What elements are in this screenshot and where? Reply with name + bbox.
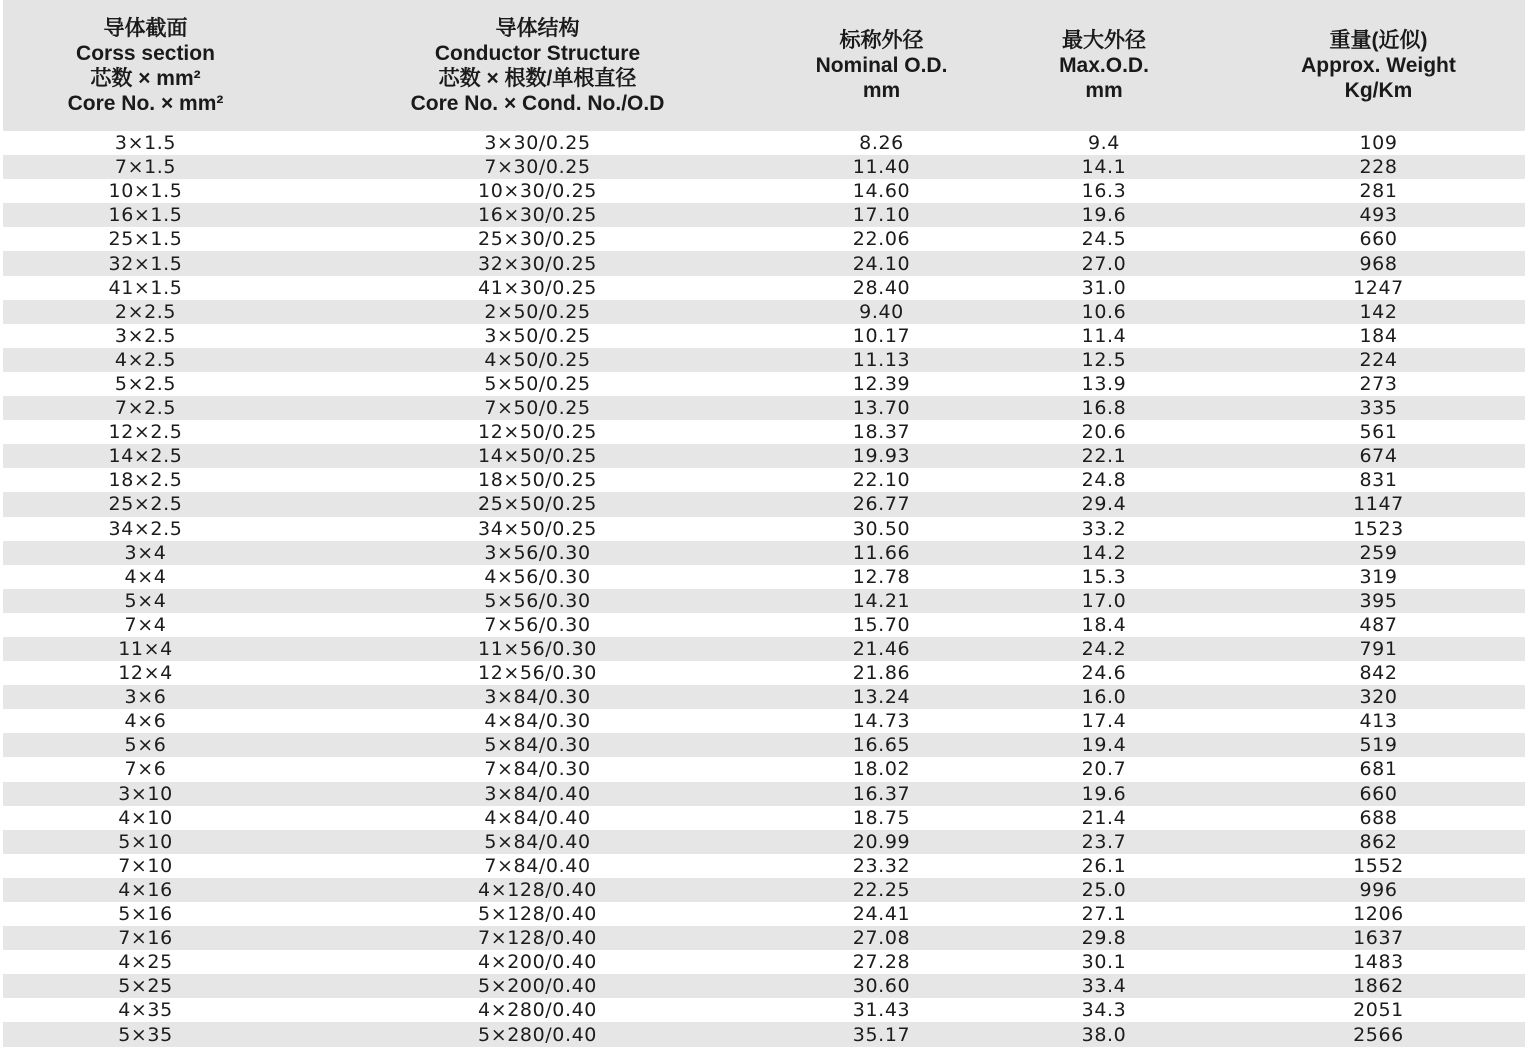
header-line: Corss section — [76, 41, 215, 65]
table-row — [3, 998, 1525, 1022]
cross-section-cell: 3×2.5 — [114, 324, 177, 347]
header-conductor-structure — [288, 0, 787, 131]
max-od-cell: 24.5 — [1081, 228, 1127, 251]
conductor-structure-cell: 32×30/0.25 — [478, 252, 597, 275]
conductor-structure-cell: 4×84/0.40 — [484, 806, 591, 829]
table-row — [3, 733, 1525, 757]
conductor-structure-cell: 5×84/0.40 — [484, 830, 591, 853]
nominal-od-cell: 23.32 — [852, 854, 911, 877]
nominal-od-cell: 20.99 — [852, 830, 911, 853]
conductor-structure-cell: 41×30/0.25 — [478, 276, 597, 299]
conductor-structure-cell: 12×56/0.30 — [478, 662, 597, 685]
cross-section-cell: 32×1.5 — [108, 252, 183, 275]
table-body — [3, 131, 1525, 1047]
weight-cell: 319 — [1359, 565, 1398, 588]
nominal-od-cell: 10.17 — [852, 324, 911, 347]
max-od-cell: 38.0 — [1081, 1023, 1127, 1046]
max-od-cell: 11.4 — [1081, 324, 1127, 347]
header-line: Max.O.D. — [1059, 54, 1149, 77]
header-line: mm — [862, 79, 901, 102]
nominal-od-cell: 22.06 — [852, 228, 911, 251]
weight-cell: 335 — [1359, 397, 1398, 420]
nominal-od-cell: 12.39 — [852, 372, 911, 395]
cross-section-cell: 4×2.5 — [114, 348, 177, 371]
weight-cell: 1247 — [1353, 276, 1404, 299]
max-od-cell: 30.1 — [1081, 951, 1127, 974]
max-od-cell: 33.2 — [1081, 517, 1127, 540]
table-row — [3, 757, 1525, 781]
conductor-structure-cell: 5×84/0.30 — [484, 734, 591, 757]
table-row — [3, 661, 1525, 685]
header-nominal-od — [787, 0, 976, 131]
weight-cell: 413 — [1359, 710, 1398, 733]
header-line: 导体截面 — [103, 16, 188, 40]
conductor-structure-cell: 11×56/0.30 — [478, 638, 597, 661]
table-row — [3, 492, 1525, 516]
nominal-od-cell: 18.75 — [852, 806, 911, 829]
max-od-cell: 19.6 — [1081, 204, 1127, 227]
max-od-cell: 16.8 — [1081, 397, 1127, 420]
header-line: mm — [1085, 79, 1123, 102]
conductor-structure-cell: 2×50/0.25 — [484, 300, 591, 323]
nominal-od-cell: 27.08 — [852, 927, 911, 950]
cross-section-cell: 5×4 — [124, 589, 167, 612]
nominal-od-cell: 28.40 — [852, 276, 911, 299]
max-od-cell: 29.4 — [1081, 493, 1127, 516]
nominal-od-cell: 8.26 — [859, 132, 904, 155]
header-line: Core No. × Cond. No./O.D — [410, 91, 665, 115]
nominal-od-cell: 9.40 — [859, 300, 904, 323]
conductor-structure-cell: 3×84/0.40 — [484, 782, 591, 805]
table-row — [3, 517, 1525, 541]
header-approx-weight — [1232, 0, 1525, 131]
cable-spec-table — [3, 0, 1525, 1047]
max-od-cell: 27.0 — [1081, 252, 1127, 275]
table-row — [3, 926, 1525, 950]
nominal-od-cell: 16.37 — [852, 782, 911, 805]
cross-section-cell: 12×4 — [118, 662, 173, 685]
table-header — [3, 0, 1525, 131]
nominal-od-cell: 27.28 — [852, 951, 911, 974]
weight-cell: 224 — [1359, 348, 1398, 371]
weight-cell: 1862 — [1353, 975, 1404, 998]
conductor-structure-cell: 34×50/0.25 — [478, 517, 597, 540]
weight-cell: 674 — [1359, 445, 1398, 468]
header-line: Nominal O.D. — [815, 54, 948, 77]
conductor-structure-cell: 4×50/0.25 — [484, 348, 591, 371]
table-row — [3, 227, 1525, 251]
table-row — [3, 950, 1525, 974]
cross-section-cell: 25×2.5 — [108, 493, 183, 516]
conductor-structure-cell: 4×280/0.40 — [478, 999, 597, 1022]
conductor-structure-cell: 25×50/0.25 — [478, 493, 597, 516]
nominal-od-cell: 22.10 — [852, 469, 911, 492]
conductor-structure-cell: 7×50/0.25 — [484, 397, 591, 420]
table-row — [3, 131, 1525, 155]
conductor-structure-cell: 5×50/0.25 — [484, 372, 591, 395]
nominal-od-cell: 17.10 — [852, 204, 911, 227]
weight-cell: 273 — [1359, 372, 1398, 395]
header-line: Conductor Structure — [434, 41, 641, 65]
table-row — [3, 396, 1525, 420]
nominal-od-cell: 21.86 — [852, 662, 911, 685]
max-od-cell: 17.0 — [1081, 589, 1127, 612]
weight-cell: 1552 — [1353, 854, 1404, 877]
max-od-cell: 17.4 — [1081, 710, 1127, 733]
table-row — [3, 300, 1525, 324]
max-od-cell: 16.3 — [1081, 180, 1127, 203]
nominal-od-cell: 16.65 — [852, 734, 911, 757]
max-od-cell: 24.6 — [1081, 662, 1127, 685]
table-row — [3, 709, 1525, 733]
max-od-cell: 14.1 — [1081, 156, 1127, 179]
nominal-od-cell: 31.43 — [852, 999, 911, 1022]
cross-section-cell: 14×2.5 — [108, 445, 183, 468]
nominal-od-cell: 30.50 — [852, 517, 911, 540]
header-line: 芯数 × 根数/单根直径 — [438, 66, 637, 90]
conductor-structure-cell: 4×128/0.40 — [478, 878, 597, 901]
cross-section-cell: 5×2.5 — [114, 372, 177, 395]
conductor-structure-cell: 5×280/0.40 — [478, 1023, 597, 1046]
nominal-od-cell: 14.73 — [852, 710, 911, 733]
cross-section-cell: 5×6 — [124, 734, 167, 757]
weight-cell: 791 — [1359, 638, 1398, 661]
table-row — [3, 974, 1525, 998]
nominal-od-cell: 12.78 — [852, 565, 911, 588]
header-line: Approx. Weight — [1301, 54, 1456, 77]
nominal-od-cell: 26.77 — [852, 493, 911, 516]
max-od-cell: 19.4 — [1081, 734, 1127, 757]
table-row — [3, 782, 1525, 806]
max-od-cell: 24.8 — [1081, 469, 1127, 492]
nominal-od-cell: 13.24 — [852, 686, 911, 709]
nominal-od-cell: 24.10 — [852, 252, 911, 275]
conductor-structure-cell: 3×30/0.25 — [484, 132, 591, 155]
weight-cell: 142 — [1359, 300, 1398, 323]
nominal-od-cell: 18.37 — [852, 421, 911, 444]
max-od-cell: 9.4 — [1087, 132, 1121, 155]
table-row — [3, 179, 1525, 203]
conductor-structure-cell: 12×50/0.25 — [478, 421, 597, 444]
table-row — [3, 589, 1525, 613]
table-row — [3, 806, 1525, 830]
conductor-structure-cell: 3×84/0.30 — [484, 686, 591, 709]
max-od-cell: 31.0 — [1081, 276, 1127, 299]
weight-cell: 660 — [1359, 228, 1398, 251]
max-od-cell: 10.6 — [1081, 300, 1127, 323]
weight-cell: 1147 — [1353, 493, 1404, 516]
conductor-structure-cell: 4×84/0.30 — [484, 710, 591, 733]
conductor-structure-cell: 4×200/0.40 — [478, 951, 597, 974]
table-row — [3, 1022, 1525, 1046]
max-od-cell: 25.0 — [1081, 878, 1127, 901]
weight-cell: 487 — [1359, 613, 1398, 636]
conductor-structure-cell: 25×30/0.25 — [478, 228, 597, 251]
max-od-cell: 20.6 — [1081, 421, 1127, 444]
cross-section-cell: 4×6 — [124, 710, 167, 733]
max-od-cell: 13.9 — [1081, 372, 1127, 395]
cross-section-cell: 5×35 — [118, 1023, 173, 1046]
max-od-cell: 12.5 — [1081, 348, 1127, 371]
nominal-od-cell: 30.60 — [852, 975, 911, 998]
table-row — [3, 444, 1525, 468]
max-od-cell: 22.1 — [1081, 445, 1127, 468]
cross-section-cell: 7×6 — [124, 758, 167, 781]
table-row — [3, 203, 1525, 227]
nominal-od-cell: 22.25 — [852, 878, 911, 901]
header-line: 重量(近似) — [1329, 29, 1428, 52]
weight-cell: 259 — [1359, 541, 1398, 564]
table-row — [3, 276, 1525, 300]
cross-section-cell: 4×16 — [118, 878, 173, 901]
nominal-od-cell: 18.02 — [852, 758, 911, 781]
conductor-structure-cell: 7×84/0.30 — [484, 758, 591, 781]
nominal-od-cell: 14.60 — [852, 180, 911, 203]
weight-cell: 862 — [1359, 830, 1398, 853]
conductor-structure-cell: 5×128/0.40 — [478, 903, 597, 926]
max-od-cell: 20.7 — [1081, 758, 1127, 781]
cross-section-cell: 34×2.5 — [108, 517, 183, 540]
cross-section-cell: 18×2.5 — [108, 469, 183, 492]
conductor-structure-cell: 7×84/0.40 — [484, 854, 591, 877]
nominal-od-cell: 15.70 — [852, 613, 911, 636]
max-od-cell: 34.3 — [1081, 999, 1127, 1022]
header-cross-section — [3, 0, 288, 131]
max-od-cell: 21.4 — [1081, 806, 1127, 829]
table-row — [3, 565, 1525, 589]
cross-section-cell: 2×2.5 — [114, 300, 177, 323]
nominal-od-cell: 19.93 — [852, 445, 911, 468]
cross-section-cell: 4×25 — [118, 951, 173, 974]
max-od-cell: 29.8 — [1081, 927, 1127, 950]
weight-cell: 2051 — [1353, 999, 1404, 1022]
conductor-structure-cell: 7×56/0.30 — [484, 613, 591, 636]
header-line: 标称外径 — [839, 29, 924, 52]
nominal-od-cell: 13.70 — [852, 397, 911, 420]
weight-cell: 109 — [1359, 132, 1398, 155]
weight-cell: 228 — [1359, 156, 1398, 179]
conductor-structure-cell: 3×56/0.30 — [484, 541, 591, 564]
cross-section-cell: 3×6 — [124, 686, 167, 709]
nominal-od-cell: 21.46 — [852, 638, 911, 661]
max-od-cell: 33.4 — [1081, 975, 1127, 998]
weight-cell: 519 — [1359, 734, 1398, 757]
nominal-od-cell: 11.66 — [852, 541, 911, 564]
weight-cell: 842 — [1359, 662, 1398, 685]
nominal-od-cell: 11.40 — [852, 156, 911, 179]
conductor-structure-cell: 16×30/0.25 — [478, 204, 597, 227]
cross-section-cell: 11×4 — [118, 638, 173, 661]
conductor-structure-cell: 10×30/0.25 — [478, 180, 597, 203]
nominal-od-cell: 11.13 — [852, 348, 911, 371]
cross-section-cell: 7×4 — [124, 613, 167, 636]
cross-section-cell: 5×25 — [118, 975, 173, 998]
table-row — [3, 541, 1525, 565]
conductor-structure-cell: 4×56/0.30 — [484, 565, 591, 588]
table-row — [3, 854, 1525, 878]
header-line: 最大外径 — [1062, 29, 1146, 52]
header-max-od — [976, 0, 1232, 131]
cross-section-cell: 4×10 — [118, 806, 173, 829]
max-od-cell: 24.2 — [1081, 638, 1127, 661]
table-row — [3, 251, 1525, 275]
header-line: 芯数 × mm² — [90, 66, 201, 90]
cross-section-cell: 4×4 — [124, 565, 167, 588]
conductor-structure-cell: 5×56/0.30 — [484, 589, 591, 612]
table-row — [3, 878, 1525, 902]
weight-cell: 2566 — [1353, 1023, 1404, 1046]
table-row — [3, 637, 1525, 661]
cross-section-cell: 10×1.5 — [108, 180, 183, 203]
table-row — [3, 902, 1525, 926]
max-od-cell: 15.3 — [1081, 565, 1127, 588]
weight-cell: 281 — [1359, 180, 1398, 203]
cross-section-cell: 41×1.5 — [108, 276, 183, 299]
weight-cell: 493 — [1359, 204, 1398, 227]
cross-section-cell: 7×16 — [118, 927, 173, 950]
conductor-structure-cell: 14×50/0.25 — [478, 445, 597, 468]
header-row — [3, 0, 1525, 131]
header-line: Kg/Km — [1344, 79, 1413, 102]
cross-section-cell: 7×2.5 — [114, 397, 177, 420]
weight-cell: 1206 — [1353, 903, 1404, 926]
weight-cell: 968 — [1359, 252, 1398, 275]
nominal-od-cell: 14.21 — [852, 589, 911, 612]
weight-cell: 395 — [1359, 589, 1398, 612]
weight-cell: 1523 — [1353, 517, 1404, 540]
cross-section-cell: 3×10 — [118, 782, 173, 805]
cross-section-cell: 5×10 — [118, 830, 173, 853]
table-row — [3, 420, 1525, 444]
weight-cell: 1483 — [1353, 951, 1404, 974]
cross-section-cell: 16×1.5 — [108, 204, 183, 227]
cross-section-cell: 4×35 — [118, 999, 173, 1022]
header-line: 导体结构 — [495, 16, 580, 40]
weight-cell: 184 — [1359, 324, 1398, 347]
nominal-od-cell: 24.41 — [852, 903, 911, 926]
table-row — [3, 348, 1525, 372]
cross-section-cell: 7×1.5 — [114, 156, 177, 179]
conductor-structure-cell: 7×128/0.40 — [478, 927, 597, 950]
max-od-cell: 26.1 — [1081, 854, 1127, 877]
cross-section-cell: 5×16 — [118, 903, 173, 926]
header-line: Core No. × mm² — [67, 91, 224, 115]
max-od-cell: 16.0 — [1081, 686, 1127, 709]
weight-cell: 831 — [1359, 469, 1398, 492]
weight-cell: 320 — [1359, 686, 1398, 709]
max-od-cell: 19.6 — [1081, 782, 1127, 805]
conductor-structure-cell: 5×200/0.40 — [478, 975, 597, 998]
table-row — [3, 324, 1525, 348]
cross-section-cell: 3×1.5 — [114, 132, 177, 155]
weight-cell: 681 — [1359, 758, 1398, 781]
conductor-structure-cell: 18×50/0.25 — [478, 469, 597, 492]
cross-section-cell: 25×1.5 — [108, 228, 183, 251]
max-od-cell: 23.7 — [1081, 830, 1127, 853]
max-od-cell: 18.4 — [1081, 613, 1127, 636]
table-row — [3, 155, 1525, 179]
max-od-cell: 14.2 — [1081, 541, 1127, 564]
weight-cell: 660 — [1359, 782, 1398, 805]
cross-section-cell: 3×4 — [124, 541, 167, 564]
weight-cell: 996 — [1359, 878, 1398, 901]
table-row — [3, 468, 1525, 492]
conductor-structure-cell: 3×50/0.25 — [484, 324, 591, 347]
weight-cell: 1637 — [1353, 927, 1404, 950]
nominal-od-cell: 35.17 — [852, 1023, 911, 1046]
conductor-structure-cell: 7×30/0.25 — [484, 156, 591, 179]
weight-cell: 561 — [1359, 421, 1398, 444]
weight-cell: 688 — [1359, 806, 1398, 829]
cross-section-cell: 12×2.5 — [108, 421, 183, 444]
table-row — [3, 613, 1525, 637]
cross-section-cell: 7×10 — [118, 854, 173, 877]
max-od-cell: 27.1 — [1081, 903, 1127, 926]
table-row — [3, 830, 1525, 854]
table-row — [3, 372, 1525, 396]
table-row — [3, 685, 1525, 709]
